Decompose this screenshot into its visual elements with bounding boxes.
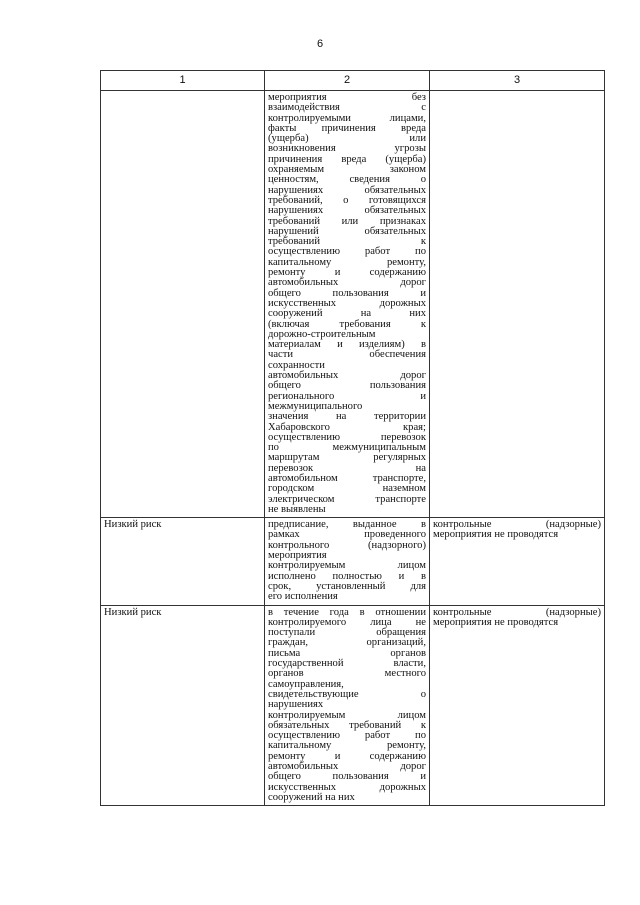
criteria-cell [265,91,430,518]
criteria-line: его исполнения [268,591,338,603]
criteria-line: факты причинения вреда [268,122,426,134]
criteria-line: искусственных дорожных [268,781,426,793]
page-number: 6 [316,38,324,50]
criteria-line: возникновения угрозы [268,143,426,155]
column-header-3: 3 [430,71,605,91]
risk-category-cell: Низкий риск [101,518,265,605]
criteria-line: не выявлены [268,503,326,515]
criteria-line: контролируемого лица не [268,616,426,628]
criteria-cell [265,605,430,806]
criteria-line: капитальному ремонту, [268,740,426,752]
criteria-line: контрольного (надзорного) [268,539,426,551]
criteria-line: межмуниципального [268,400,363,412]
criteria-line: материалам и изделиям) в [268,339,426,351]
column-header-1: 1 [101,71,265,91]
criteria-line: государственной власти, [268,658,426,670]
criteria-line: ремонту и содержанию [268,750,426,762]
criteria-line: ремонту и содержанию [268,267,426,279]
criteria-line: общего пользования [268,380,426,392]
criteria-line: общего пользования и [268,287,426,299]
criteria-line: части обеспечения [268,349,426,361]
criteria-line: срок, установленный для [268,580,426,592]
criteria-line: ценностям, сведения о [268,174,426,186]
criteria-line: автомобильных дорог [268,277,426,289]
criteria-line: граждан, организаций, [268,637,426,649]
criteria-line: общего пользования и [268,771,426,783]
criteria-line: самоуправления, [268,678,344,690]
criteria-line: нарушениях [268,699,324,711]
measures-cell: контрольные (надзорные) мероприятия не проводятся [430,518,605,605]
criteria-line: регионального и [268,390,426,402]
risk-category-cell: Низкий риск [101,605,265,806]
criteria-line: автомобильных дорог [268,370,426,382]
criteria-line: мероприятия [268,550,327,562]
criteria-line: требований к [268,236,426,248]
criteria-line: дорожно-строительным [268,328,376,340]
table-row [101,518,605,605]
criteria-line: свидетельствующие о [268,688,426,700]
criteria-line: обязательных требований к [268,719,426,731]
criteria-line: мероприятия без [268,92,426,103]
risk-category-cell [101,91,265,518]
column-header-2: 2 [265,71,430,91]
criteria-line: контролируемым лицом [268,709,426,721]
criteria-line: (ущерба) или [268,133,426,145]
criteria-line: городском наземном [268,483,426,495]
criteria-line: контролируемыми лицами, [268,112,426,124]
criteria-line: рамках проведенного [268,529,426,541]
criteria-line: требований, о готовящихся [268,194,426,206]
criteria-line: контролируемым лицом [268,560,426,572]
criteria-cell [265,518,430,605]
criteria-line: искусственных дорожных [268,297,426,309]
criteria-line: в течение года в отношении [268,606,426,618]
criteria-line: сооружений на них [268,308,426,320]
criteria-line: требований или признаках [268,215,426,227]
criteria-line: электрическом транспорте [268,493,426,505]
criteria-line: по межмуниципальным [268,442,426,454]
criteria-line: сооружений на них [268,791,355,803]
criteria-line: осуществлению работ по [268,730,426,742]
criteria-line: письма органов [268,647,426,659]
criteria-line: предписание, выданное в [268,519,426,531]
criteria-line: капитальному ремонту, [268,256,426,268]
criteria-line: Хабаровского края; [268,421,426,433]
criteria-line: значения на территории [268,411,426,423]
table-header-row [101,71,605,91]
measures-cell: контрольные (надзорные) мероприятия не проводятся [430,605,605,806]
criteria-line: автомобильных дорог [268,761,426,772]
criteria-line: поступали обращения [268,627,426,639]
criteria-line: маршрутам регулярных [268,452,426,464]
criteria-line: исполнено полностью и в [268,570,426,582]
criteria-line: нарушениях обязательных [268,184,426,196]
measures-cell [430,91,605,518]
criteria-line: сохранности [268,359,325,371]
table-row [101,91,605,518]
criteria-line: (включая требования к [268,318,426,330]
criteria-line: охраняемым законом [268,164,426,176]
criteria-line: взаимодействия с [268,102,426,114]
criteria-line: нарушений обязательных [268,225,426,237]
criteria-line: осуществлению работ по [268,246,426,258]
table-row [101,605,605,806]
criteria-line: причинения вреда (ущерба) [268,153,426,165]
criteria-line: нарушениях обязательных [268,205,426,217]
criteria-line: органов местного [268,668,426,680]
criteria-line: автомобильном транспорте, [268,472,426,484]
risk-criteria-table [100,70,605,806]
criteria-line: перевозок на [268,462,426,474]
criteria-line: осуществлению перевозок [268,431,426,443]
